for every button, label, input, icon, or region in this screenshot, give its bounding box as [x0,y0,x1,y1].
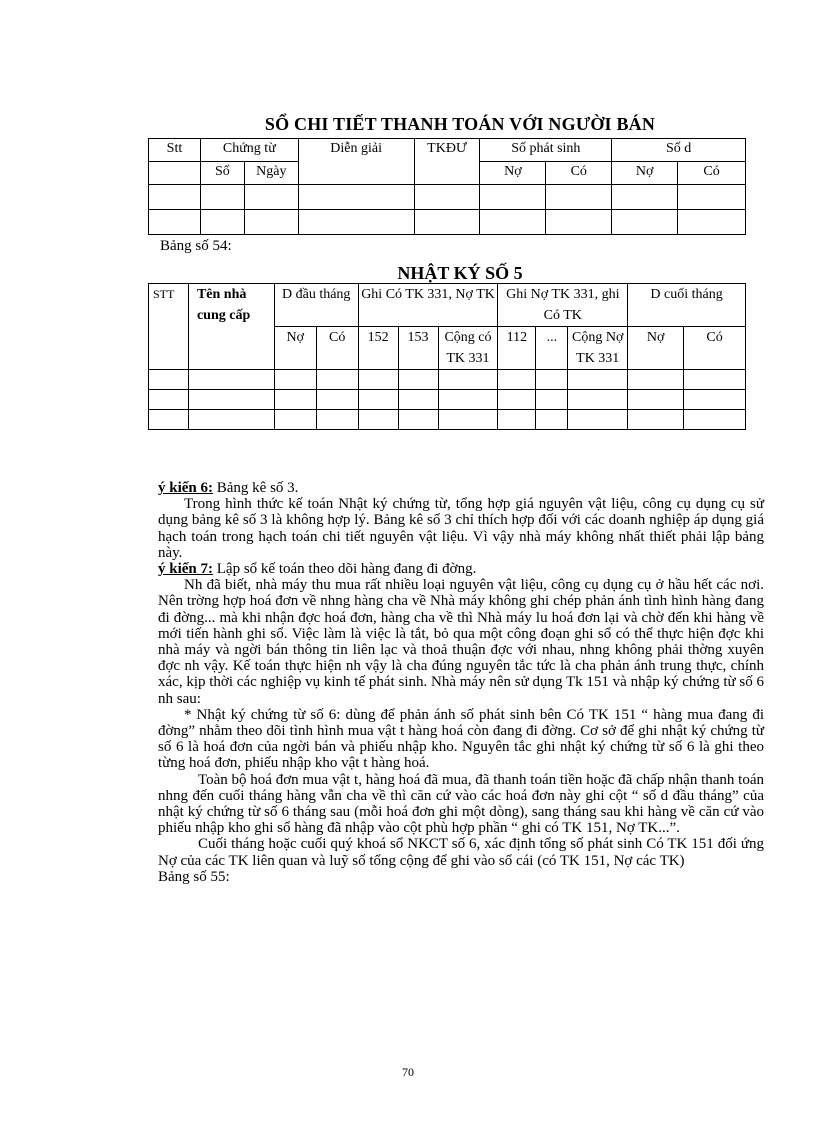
table-row [149,390,746,410]
opinion-7-heading: ý kiến 7: Lập sổ kế toán theo dõi hàng đang đi đờng. [158,561,477,578]
paragraph: * Nhật ký chứng từ số 6: dùng để phản ánh số phát sinh bên Có TK 151 “ hàng mua đang đi đờng” nhằm theo dõi tình hình mua vật t hàng hoá còn đang đi đờng. Cơ sở để ghi nhật ký chứng từ số 6 là hoá đơn của ngời bán và phiếu nhập kho. Nguyên tắc ghi nhật ký chứng từ số 6 là ghi theo từng hoá đơn, phiếu nhập kho vật t hàng hoá. [158,706,764,772]
header-so-phat-sinh: Số phát sinh [480,139,612,162]
header-du-dau-thang: D đầu tháng [274,284,358,327]
header-so-du: Số d [612,139,746,162]
header-co: Có [546,162,612,185]
header-chung-tu: Chứng từ [200,139,298,162]
table-row [149,210,746,235]
header-cong-no: Cộng Nợ TK 331 [568,327,628,370]
body-text [158,480,764,885]
header-co: Có [316,327,358,370]
table-journal-5 [148,283,746,430]
header-co: Có [684,327,746,370]
header-112: 112 [498,327,536,370]
header-tkdu: TKĐƯ [414,139,480,185]
paragraph: Nh đã biết, nhà máy thu mua rất nhiều loại nguyên vật liệu, công cụ dụng cụ ở hầu hết các nơi. Nên trờng hợp hoá đơn về nhng hàng cha về Nhà máy không ghi chép phản ánh tình hình hàng đang đi đờng... mà khi nhận đợc hoá đơn, hàng cha về thì Nhà máy lu hoá đơn lại và chờ đến khi hàng về mới tiến hành ghi sổ. Việc làm là việc là tắt, bỏ qua một công đoạn ghi sổ có thể thực hiện đợc khi nhà máy và ngời bán thông tin liên lạc và thoả thuận đợc với nhau, nhng không phải thờng xuyên đợc nh vậy. Kế toán thực hiện nh vậy là cha đúng nguyên tắc tức là cha phản ánh trung thực, chính xác, kịp thời các nghiệp vụ kinh tế phát sinh. Nhà máy nên sử dụng Tk 151 và nhập ký chứng từ số 6 nh sau: [158,577,764,707]
table1-title: SỔ CHI TIẾT THANH TOÁN VỚI NGƯỜI BÁN [264,114,656,134]
header-no: Nợ [628,327,684,370]
table-row [149,410,746,430]
header-152: 152 [358,327,398,370]
header-no: Nợ [612,162,678,185]
header-empty [149,162,201,185]
table-detail-payables [148,138,746,235]
table-caption: Bảng số 54: [160,238,232,254]
header-no: Nợ [274,327,316,370]
table-caption: Bảng số 55: [158,868,230,885]
header-stt: Stt [149,139,201,162]
header-cong-co: Cộng có TK 331 [438,327,498,370]
header-ghi-co: Ghi Có TK 331, Nợ TK [358,284,498,327]
header-ghi-no: Ghi Nợ TK 331, ghi Có TK [498,284,628,327]
header-stt: STT [149,284,189,370]
paragraph: Cuối tháng hoặc cuối quý khoá sổ NKCT số 6, xác định tổng số phát sinh Có TK 151 đối ứng Nợ của các TK liên quan và luỹ số tổng cộng để ghi vào sổ cái (có TK 151, Nợ các TK) [158,836,764,869]
header-dien-giai: Diễn giải [298,139,414,185]
header-dots: ... [536,327,568,370]
page-number: 70 [402,1065,414,1079]
header-co: Có [678,162,746,185]
table-row [149,185,746,210]
paragraph: Trong hình thức kế toán Nhật ký chứng từ, tổng hợp giá nguyên vật liệu, công cụ dụng cụ sử dụng bảng kê số 3 là không hợp lý. Bảng kê số 3 chỉ thích hợp đối với các doanh nghiệp áp dụng giá hạch toán trong hạch toán chi tiết nguyên vật liệu. Vì vậy nhà máy không nhất thiết phải lập bảng này. [158,496,764,561]
opinion-6-heading: ý kiến 6: Bảng kê số 3. [158,480,299,496]
table-row [149,370,746,390]
table2-title: NHẬT KÝ SỐ 5 [397,263,523,283]
header-du-cuoi-thang: D cuối tháng [628,284,746,327]
header-so: Số [200,162,244,185]
header-no: Nợ [480,162,546,185]
header-153: 153 [398,327,438,370]
header-ngay: Ngày [244,162,298,185]
header-ten-nha-cung-cap: Tên nhà cung cấp [188,284,274,370]
paragraph: Toàn bộ hoá đơn mua vật t, hàng hoá đã mua, đã thanh toán tiền hoặc đã chấp nhận thanh toán nhng đến cuối tháng hàng vẫn cha về thì căn cứ vào các hoá đơn này ghi cột “ số d đầu tháng” của nhật ký chứng từ số 6 tháng sau (mỗi hoá đơn ghi một dòng), sang tháng sau khi hàng về căn cứ vào phiếu nhập kho ghi sổ hàng đã nhập vào cột phù hợp phần “ ghi có TK 151, Nợ TK...”. [158,771,764,837]
